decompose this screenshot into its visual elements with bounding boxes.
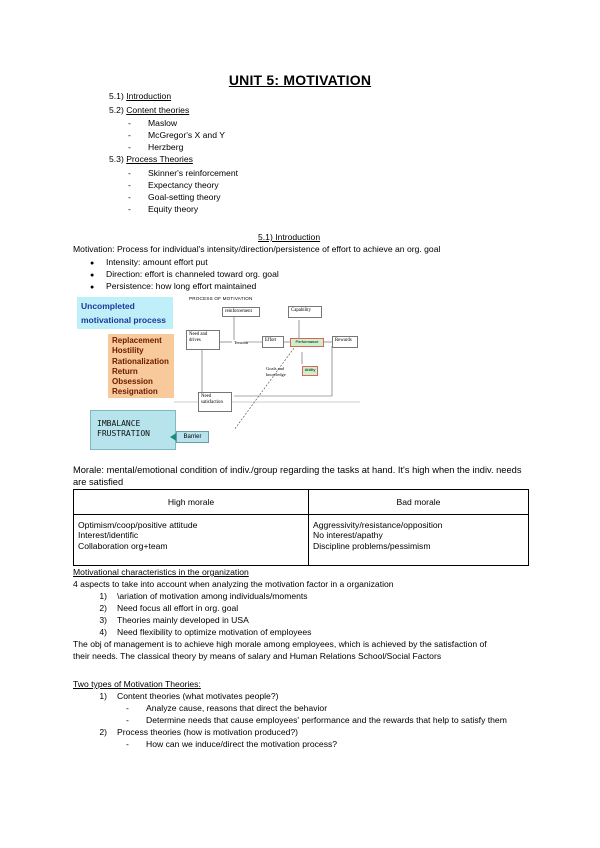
toc-subitem: - Goal-setting theory bbox=[128, 192, 221, 202]
goals-knowledge-label: Goals and knowledge bbox=[266, 366, 286, 377]
list-subitem: - Analyze cause, reasons that direct the behavior bbox=[126, 703, 328, 713]
tension-label: Tension bbox=[234, 340, 249, 345]
motivation-diagram bbox=[74, 294, 360, 458]
toc-subitem: - Herzberg bbox=[128, 142, 184, 152]
process-diagram-title: PROCESS OF MOTIVATION bbox=[189, 296, 253, 301]
toc-number: 5.1) bbox=[109, 91, 124, 101]
section-heading-types: Two types of Motivation Theories: bbox=[73, 679, 201, 689]
list-item: 2) Need focus all effort in org. goal bbox=[99, 603, 239, 613]
list-item: 1) \ariation of motivation among individuals/moments bbox=[99, 591, 308, 601]
need-drives-box: Need and drives bbox=[186, 330, 220, 350]
toc-number: 5.2) bbox=[109, 105, 124, 115]
list-item: ● Intensity: amount effort put bbox=[90, 256, 208, 270]
rewards-box: Rewards bbox=[332, 336, 358, 348]
list-item: 3) Theories mainly developed in USA bbox=[99, 615, 249, 625]
toc-number: 5.3) bbox=[109, 154, 124, 164]
section-heading-introduction: 5.1) Introduction bbox=[258, 232, 321, 242]
list-subitem: - Determine needs that cause employees' performance and the rewards that help to satisfy them bbox=[126, 715, 507, 725]
table-header-row bbox=[74, 490, 529, 515]
need-satisfaction-box: Need satisfaction bbox=[198, 392, 232, 412]
bullet-icon: ● bbox=[90, 284, 95, 291]
toc-subitem: - Equity theory bbox=[128, 204, 199, 214]
list-subitem: - How can we induce/direct the motivation process? bbox=[126, 739, 338, 749]
capability-box: Capability bbox=[288, 306, 322, 318]
toc-subitem: - McGregor's X and Y bbox=[128, 130, 225, 140]
management-paragraph-line1: The obj of management is to achieve high morale among employees, which is achieved by the satisfaction of bbox=[73, 639, 487, 649]
frustration-reactions-box: Replacement Hostility Rationalization Return Obsession Resignation bbox=[108, 334, 174, 398]
toc-subitem: - Skinner's reinforcement bbox=[128, 168, 239, 178]
dashed-connector bbox=[234, 348, 294, 430]
table-header-high: High morale bbox=[74, 490, 309, 515]
imbalance-frustration-box: IMBALANCE FRUSTRATION bbox=[90, 410, 176, 450]
list-item: 1) Content theories (what motivates people?) bbox=[99, 691, 279, 701]
toc-label: Introduction bbox=[126, 91, 172, 101]
morale-definition: Morale: mental/emotional condition of indiv./group regarding the tasks at hand. It's high when the indiv. needs are satisfied bbox=[73, 465, 522, 487]
list-item: ● Direction: effort is channeled toward org. goal bbox=[90, 268, 279, 282]
motivation-definition: Motivation: Process for individual's intensity/direction/persistence of effort to achieve an org. goal bbox=[73, 244, 441, 254]
page-title: UNIT 5: MOTIVATION bbox=[228, 72, 372, 88]
high-morale-cell: Optimism/coop/positive attitude Interest/identific Collaboration org+team bbox=[74, 515, 309, 566]
management-paragraph-line2: their needs. The classical theory by means of salary and Human Relations School/Social Factors bbox=[73, 651, 442, 661]
toc-item-introduction bbox=[109, 90, 171, 102]
ability-box: Ability bbox=[302, 366, 318, 376]
list-item: 4) Need flexibility to optimize motivation of employees bbox=[99, 627, 312, 637]
bullet-icon: ● bbox=[90, 260, 95, 267]
toc-item-content-theories bbox=[109, 104, 189, 116]
list-item: 2) Process theories (how is motivation produced?) bbox=[99, 727, 299, 737]
table-row bbox=[74, 515, 529, 566]
bullet-icon: ● bbox=[90, 272, 95, 279]
toc-label: Process Theories bbox=[126, 154, 193, 164]
toc-subitem: - Maslow bbox=[128, 118, 178, 128]
barrier-box: Barrier bbox=[176, 431, 209, 443]
characteristics-intro: 4 aspects to take into account when analyzing the motivation factor in a organization bbox=[73, 579, 394, 589]
toc-item-process-theories bbox=[109, 153, 193, 165]
table-header-bad: Bad morale bbox=[309, 490, 529, 515]
performance-box: Performance bbox=[290, 338, 324, 347]
effort-box: Effort bbox=[262, 336, 284, 348]
section-heading-characteristics: Motivational characteristics in the organization bbox=[73, 567, 249, 577]
uncompleted-process-box: Uncompleted motivational process bbox=[77, 297, 173, 329]
toc-subitem: - Expectancy theory bbox=[128, 180, 219, 190]
bad-morale-cell: Aggressivity/resistance/opposition No interest/apathy Discipline problems/pessimism bbox=[309, 515, 529, 566]
list-item: ● Persistence: how long effort maintained bbox=[90, 280, 256, 294]
reinforcement-box: reinforcement bbox=[222, 307, 260, 317]
morale-table bbox=[73, 489, 529, 566]
toc-label: Content theories bbox=[126, 105, 190, 115]
